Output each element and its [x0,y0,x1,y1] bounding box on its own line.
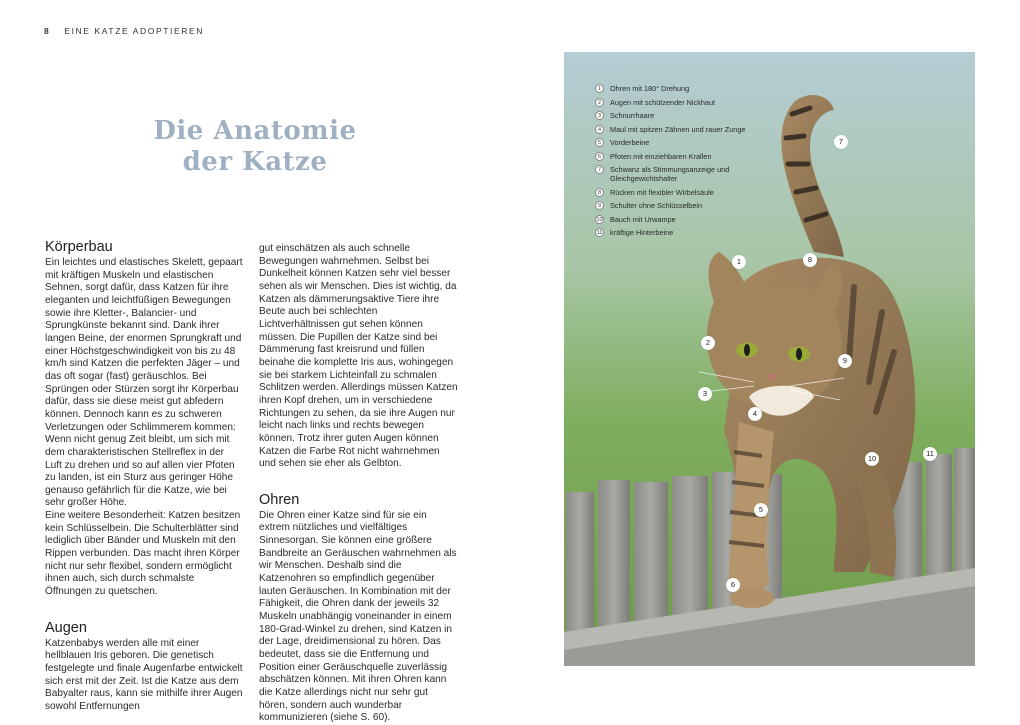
legend-number: 9 [595,201,604,210]
marker-hind-legs: 11 [923,447,937,461]
paragraph-augen-continued: gut einschätzen als auch schnelle Bewegungen wahrnehmen. Selbst bei Dunkelheit können Katzen sehr viel besser sehen als wir Menschen. Dies ist wichtig, da Katzen als dämmerungsaktive Tiere ihre Beute auch bei schlechten Lichtverhältnissen gut sehen können müssen. Die Pupillen der Katze sind bei Dämmerung fast kreisrund und füllen beinahe die komplette Iris aus, wohingegen sie bei starkem Lichteinfall zu schmalen Schlitzen werden. Allerdings müssen Katzen ihren Kopf drehen, um in verschiedene Richtungen zu sehen, da sie ihre Augen nur leicht nach links und rechts bewegen können. Trotz ihrer guten Augen können Katzen die Farbe Rot nicht wahrnehmen und sehen sie eher als Gelbton. [259,243,458,470]
page-title [130,116,380,178]
paragraph-ohren: Die Ohren einer Katze sind für sie ein extrem nützliches und vielfältiges Sinnesorgan. Sie können eine größere Bandbreite an Geräuschen wahrnehmen als wir Menschen. Deshalb sind die Katzenohren so empfindlich gegenüber lauten Geräuschen. In Kombination mit der Fähigkeit, die Ohren dank der jeweils 32 Muskeln unabhängig voneinander in einem 180-Grad-Winkel zu drehen, sind Katzen in der Lage, dreidimensional zu hören. Das bedeutet, dass sie die Entfernung und Position einer Geräuschquelle zuverlässig abschätzen können. Mit ihren Ohren kann die Katze allerdings nicht nur sehr gut hören, sondern auch wunderbar kommunizieren (siehe S. 60). [259,509,457,724]
legend-item [595,125,755,134]
legend-label: Augen mit schützender Nickhaut [610,97,716,107]
legend-item [595,111,755,120]
legend-number: 2 [595,98,604,107]
legend-number: 5 [595,138,604,147]
legend-item [595,84,755,93]
legend-item [595,138,755,147]
legend-number: 6 [595,152,604,161]
legend-number: 11 [596,230,603,236]
marker-mouth: 4 [748,407,762,421]
page-number: 8 [44,26,51,36]
legend-item [595,201,755,210]
legend-item [595,152,755,161]
legend-label: Bauch mit Urwampe [610,214,676,224]
marker-ears: 1 [732,255,746,269]
legend-label: Maul mit spitzen Zähnen und rauer Zunge [610,124,746,134]
legend-item [595,228,755,237]
legend-label: Vorderbeine [610,138,650,147]
heading-koerperbau: Körperbau [45,239,113,255]
legend-number: 10 [596,216,603,223]
marker-belly: 10 [865,452,879,466]
marker-front-legs: 5 [754,503,768,517]
paragraph-augen: Katzenbabys werden alle mit einer hellblauen Iris geboren. Die genetisch festgelegte und finale Augenfarbe entwickelt sich erst mit der Zeit. Ist die Katze aus dem Babyalter raus, kann sie mithilfe ihrer Augen sowohl Entfernungen [45,637,243,712]
paragraph-koerperbau-2: Eine weitere Besonderheit: Katzen besitzen kein Schlüsselbein. Die Schulterblätter sind lediglich über Bänder und Muskeln mit den Rippen verbunden. Das macht ihren Körper nicht nur sehr flexibel, sondern ermöglicht ihnen auch, sich durch schmalste Öffnungen zu quetschen. [45,510,241,598]
anatomy-legend [595,84,755,242]
legend-label: Pfoten mit einziehbaren Krallen [610,151,712,161]
legend-number: 4 [595,125,604,134]
legend-label: Schulter ohne Schlüsselbein [610,201,703,210]
legend-number: 7 [595,165,604,174]
text-column-right [259,243,459,725]
marker-whiskers: 3 [698,387,712,401]
legend-number: 1 [595,84,604,93]
marker-shoulder: 9 [838,354,852,368]
legend-item [595,188,755,197]
legend-label: kräftige Hinterbeine [610,228,674,237]
marker-back: 8 [803,253,817,267]
heading-ohren: Ohren [259,491,300,508]
legend-item [595,165,755,183]
legend-label: Rücken mit flexibler Wirbelsäule [610,187,714,197]
marker-eyes: 2 [701,336,715,350]
text-column-left [45,238,243,714]
page-title-line-2: der Katze [182,147,328,177]
marker-paws: 6 [726,578,740,592]
legend-item [595,98,755,107]
paragraph-koerperbau: Ein leichtes und elastisches Skelett, gepaart mit kräftigen Muskeln und elastischen Sehnen, sorgt dafür, dass Katzen für ihre eleganten und leichtfüßigen Bewegungen sowie ihre Kletter-, Balancier- und Sprungkünste bekannt sind. Dank ihrer langen Beine, der enormen Sprungkraft und einer Höchstgeschwindigkeit von bis zu 48 km/h sind Katzen die perfekten Jäger – und das oft sogar (fast) geräuschlos. Bei Sprüngen oder Stürzen sorgt ihr Körperbau dafür, dass sie diese meist gut abfedern können. Dennoch kann es zu schweren Verletzungen oder Schlimmerem kommen: Wenn nicht genug Zeit bleibt, um sich mit dem charakteristischen Stellreflex in der Luft zu drehen und so auf allen vier Pfoten zu landen, ist ein Sturz aus geringer Höhe genauso gefährlich für die Katze, wie bei sehr großer Höhe. [45,257,243,509]
legend-number: 8 [595,188,604,197]
heading-augen: Augen [45,619,87,636]
legend-label: Schwanz als Stimmungsanzeige und Gleichgewichtshalter [610,165,730,183]
legend-item [595,215,755,224]
legend-number: 3 [595,111,604,120]
running-head [44,26,204,36]
legend-label: Ohren mit 180° Drehung [610,84,690,93]
page-title-line-1: Die Anatomie [153,116,357,146]
section-title: EINE KATZE ADOPTIEREN [64,26,205,36]
legend-label: Schnurrhaare [610,111,655,120]
marker-tail: 7 [834,135,848,149]
